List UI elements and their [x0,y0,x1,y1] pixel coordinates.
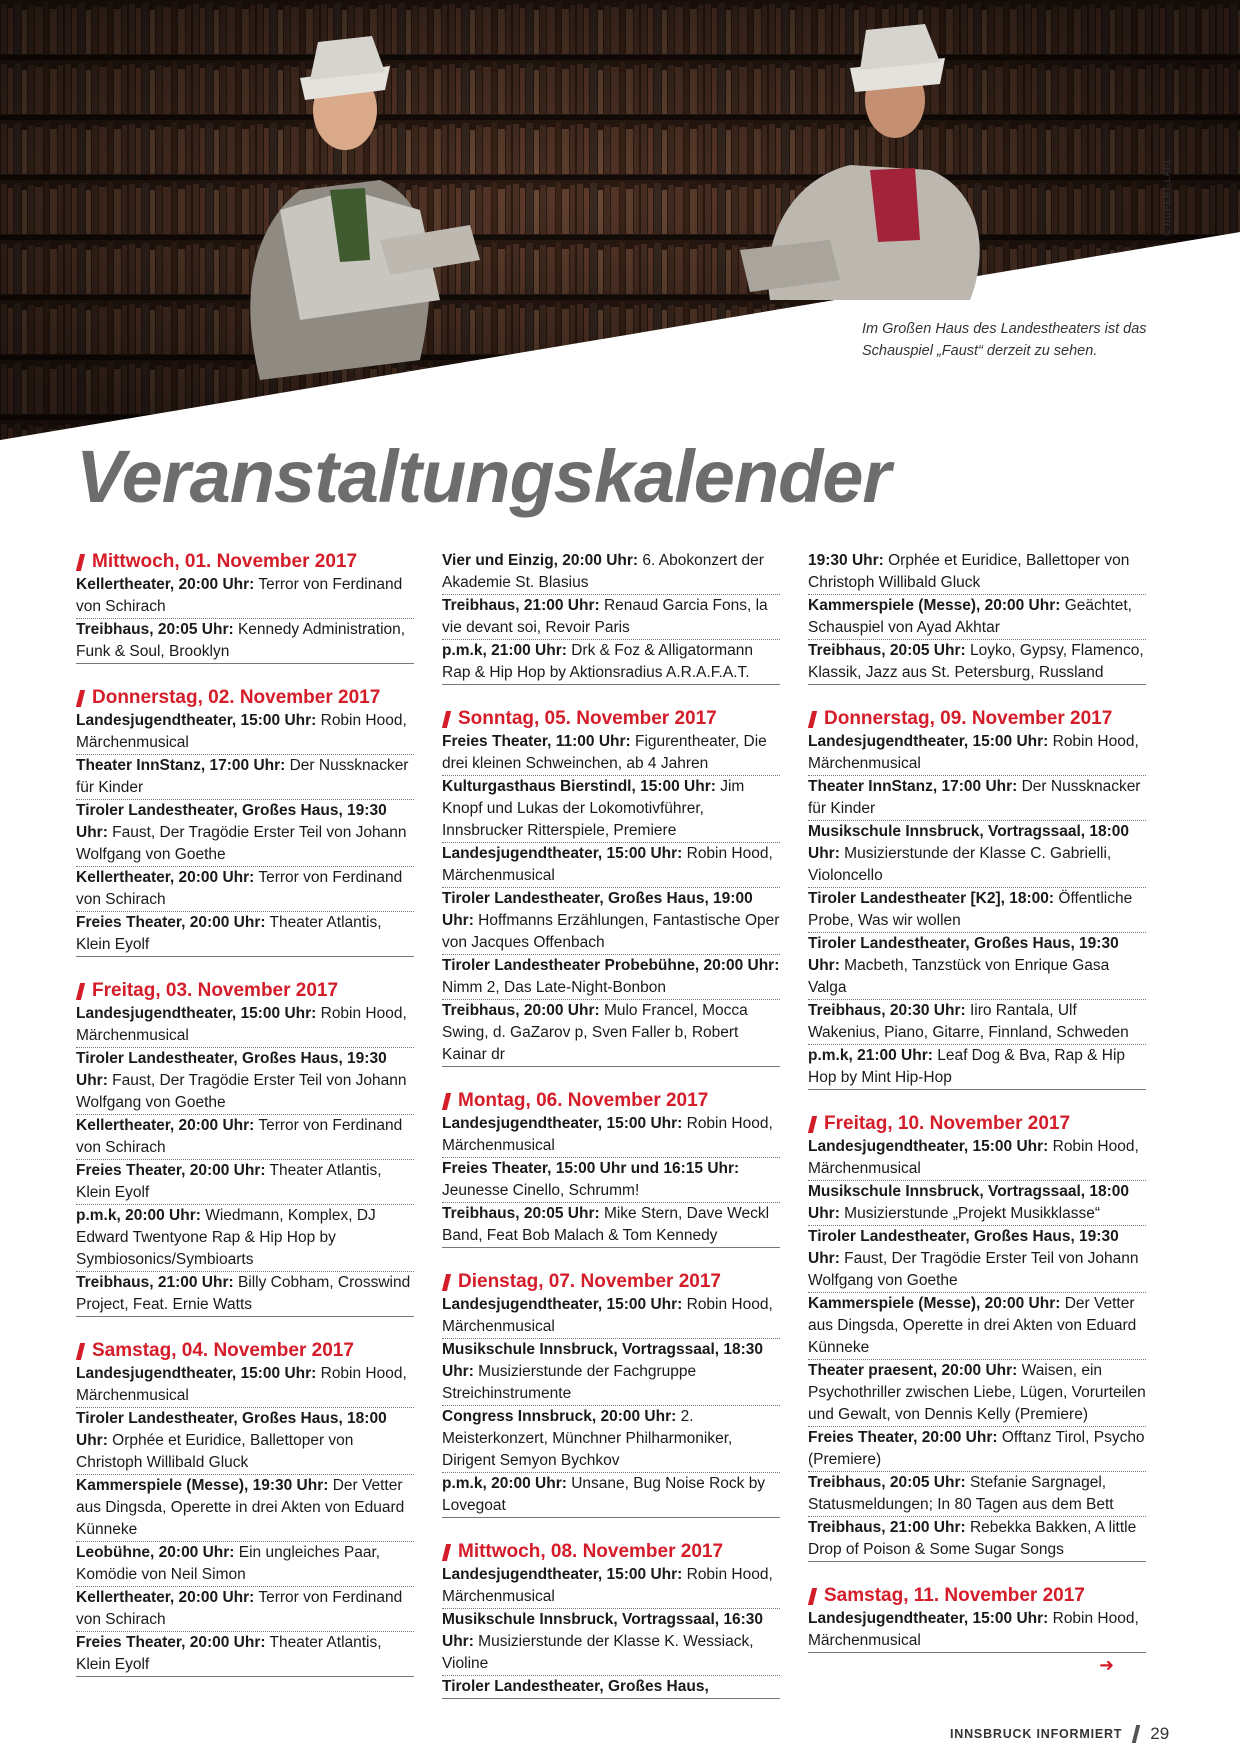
page-title: Veranstaltungskalender [76,435,891,518]
page-footer [950,1724,1169,1744]
calendar-day [442,707,780,1067]
event-venue-time: Tiroler Landestheater, Großes Haus, 19:30 Uhr: [76,802,387,841]
event-entry [808,888,1146,933]
day-heading-text: Mittwoch, 01. November 2017 [92,551,358,572]
event-venue-time: Landesjugendtheater, 15:00 Uhr: [808,1138,1049,1155]
event-entry [76,1632,414,1677]
calendar-day [442,550,780,685]
event-venue-time: Landesjugendtheater, 15:00 Uhr: [442,1296,683,1313]
event-venue-time: Freies Theater, 11:00 Uhr: [442,733,631,750]
event-venue-time: p.m.k, 20:00 Uhr: [76,1207,201,1224]
event-venue-time: 19:30 Uhr: [808,552,884,569]
event-entry [808,550,1146,595]
event-description: Leaf Dog & Bva, Rap & Hip Hop by Mint Hip-Hop [808,1047,1126,1086]
event-venue-time: Tiroler Landestheater, Großes Haus, 19:30 Uhr: [808,935,1119,974]
event-description: Theater Atlantis, Klein Eyolf [76,1634,382,1673]
event-venue-time: Kellertheater, 20:00 Uhr: [76,576,255,593]
event-venue-time: Treibhaus, 21:00 Uhr: [76,1274,234,1291]
event-venue-time: p.m.k, 21:00 Uhr: [808,1047,933,1064]
event-venue-time: Kammerspiele (Messe), 20:00 Uhr: [808,597,1061,614]
event-venue-time: Treibhaus, 20:05 Uhr: [442,1205,600,1222]
theater-stage-photo [0,0,1240,440]
hero-photo [0,0,1240,440]
event-entry [808,731,1146,776]
calendar-column-1 [76,550,414,1699]
event-description: 2. Meisterkonzert, Münchner Philharmoniker, Dirigent Semyon Bychkov [442,1408,733,1469]
calendar-day [76,686,414,957]
event-description: Mulo Francel, Mocca Swing, d. GaZarov p, Sven Faller b, Robert Kainar dr [442,1002,748,1063]
event-entry [442,1339,780,1406]
heading-slash-marker [442,1093,451,1110]
event-venue-time: Treibhaus, 21:00 Uhr: [808,1519,966,1536]
event-venue-time: Theater InnStanz, 17:00 Uhr: [76,757,286,774]
event-entry [76,710,414,755]
event-venue-time: p.m.k, 21:00 Uhr: [442,642,567,659]
day-heading [808,1584,1146,1608]
day-heading [76,979,414,1003]
event-description: Robin Hood, Märchenmusical [808,1610,1139,1649]
heading-slash-marker [76,690,85,707]
event-entry [76,1363,414,1408]
event-venue-time: Kellertheater, 20:00 Uhr: [76,1589,255,1606]
event-description: Jeunesse Cinello, Schrumm! [442,1182,640,1199]
event-entry [442,1406,780,1473]
event-description: Robin Hood, Märchenmusical [442,1566,773,1605]
event-entry [76,867,414,912]
event-entry [442,1676,780,1699]
heading-slash-marker [808,711,817,728]
event-description: Geächtet, Schauspiel von Ayad Akhtar [808,597,1132,636]
event-entry [76,1048,414,1115]
event-description: Der Nussknacker für Kinder [76,757,409,796]
event-venue-time: Tiroler Landestheater, Großes Haus, 18:00 Uhr: [76,1410,387,1449]
event-entry [76,1205,414,1272]
event-description: Mike Stern, Dave Weckl Band, Feat Bob Malach & Tom Kennedy [442,1205,770,1244]
event-description: Offtanz Tirol, Psycho (Premiere) [808,1429,1145,1468]
event-venue-time: Freies Theater, 15:00 Uhr und 16:15 Uhr: [442,1160,740,1177]
heading-slash-marker [808,1588,817,1605]
day-heading-text: Donnerstag, 09. November 2017 [824,708,1113,729]
event-description: Ein ungleiches Paar, Komödie von Neil Simon [76,1544,381,1583]
event-description: 6. Abokonzert der Akademie St. Blasius [442,552,764,591]
heading-slash-marker [76,1343,85,1360]
event-entry [76,755,414,800]
event-entry [808,1136,1146,1181]
event-entry [76,1115,414,1160]
calendar-day [442,1089,780,1248]
event-entry [808,1181,1146,1226]
event-venue-time: Congress Innsbruck, 20:00 Uhr: [442,1408,677,1425]
event-venue-time: Kellertheater, 20:00 Uhr: [76,1117,255,1134]
day-heading [442,1089,780,1113]
day-heading-text: Mittwoch, 08. November 2017 [458,1541,724,1562]
event-entry [76,1408,414,1475]
day-heading [442,1540,780,1564]
event-description: Der Nussknacker für Kinder [808,778,1141,817]
event-venue-time: Tiroler Landestheater Probebühne, 20:00 Uhr: [442,957,780,974]
event-venue-time: Treibhaus, 20:00 Uhr: [442,1002,600,1019]
event-venue-time: Kammerspiele (Messe), 19:30 Uhr: [76,1477,329,1494]
event-entry [76,1272,414,1317]
event-description: Robin Hood, Märchenmusical [76,1365,407,1404]
event-entry [808,1472,1146,1517]
event-entry [808,1608,1146,1653]
heading-slash-marker [76,983,85,1000]
event-description: Musizierstunde der Fachgruppe Streichinstrumente [442,1363,697,1402]
day-heading-text: Dienstag, 07. November 2017 [458,1271,721,1292]
event-entry [808,1293,1146,1360]
event-venue-time: Musikschule Innsbruck, Vortragssaal, 18:00 Uhr: [808,823,1130,862]
event-venue-time: Landesjugendtheater, 15:00 Uhr: [808,1610,1049,1627]
event-entry [808,640,1146,685]
event-entry [442,595,780,640]
event-venue-time: Treibhaus, 20:05 Uhr: [76,621,234,638]
event-venue-time: Landesjugendtheater, 15:00 Uhr: [442,1115,683,1132]
day-heading [808,1112,1146,1136]
event-entry [76,1475,414,1542]
calendar-day [76,1339,414,1677]
event-entry [808,595,1146,640]
event-venue-time: Tiroler Landestheater, Großes Haus, [442,1678,709,1695]
calendar-day [76,979,414,1317]
event-venue-time: Musikschule Innsbruck, Vortragssaal, 18:00 Uhr: [808,1183,1130,1222]
event-venue-time: Landesjugendtheater, 15:00 Uhr: [808,733,1049,750]
event-venue-time: Kammerspiele (Messe), 20:00 Uhr: [808,1295,1061,1312]
event-entry [442,731,780,776]
event-entry [76,619,414,664]
event-venue-time: Treibhaus, 20:05 Uhr: [808,642,966,659]
event-description: Orphée et Euridice, Ballettoper von Christoph Willibald Gluck [808,552,1130,591]
event-venue-time: Landesjugendtheater, 15:00 Uhr: [76,712,317,729]
event-entry [76,1587,414,1632]
event-entry [442,1609,780,1676]
event-description: Waisen, ein Psychothriller zwischen Liebe, Lügen, Vorurteilen und Gewalt, von Dennis Kelly (Premiere) [808,1362,1146,1423]
day-heading [808,707,1146,731]
event-description: Loyko, Gypsy, Flamenco, Klassik, Jazz aus St. Petersburg, Russland [808,642,1144,681]
event-venue-time: Landesjugendtheater, 15:00 Uhr: [76,1005,317,1022]
publication-name: INNSBRUCK INFORMIERT [950,1727,1123,1741]
event-venue-time: Treibhaus, 21:00 Uhr: [442,597,600,614]
event-description: Rebekka Bakken, A little Drop of Poison & Some Sugar Songs [808,1519,1137,1558]
event-entry [808,1360,1146,1427]
event-venue-time: p.m.k, 20:00 Uhr: [442,1475,567,1492]
event-venue-time: Theater InnStanz, 17:00 Uhr: [808,778,1018,795]
event-description: Faust, Der Tragödie Erster Teil von Johann Wolfgang von Goethe [76,1072,407,1111]
event-description: Robin Hood, Märchenmusical [442,1296,773,1335]
event-description: Kennedy Administration, Funk & Soul, Brooklyn [76,621,406,660]
event-entry [442,888,780,955]
heading-slash-marker [442,1274,451,1291]
event-description: Theater Atlantis, Klein Eyolf [76,914,382,953]
event-description: Billy Cobham, Crosswind Project, Feat. Ernie Watts [76,1274,411,1313]
event-venue-time: Tiroler Landestheater, Großes Haus, 19:00 Uhr: [442,890,753,929]
event-venue-time: Theater praesent, 20:00 Uhr: [808,1362,1018,1379]
event-entry [442,1203,780,1248]
event-description: Faust, Der Tragödie Erster Teil von Johann Wolfgang von Goethe [808,1250,1139,1289]
event-description: Musizierstunde der Klasse K. Wessiack, Violine [442,1633,754,1672]
event-description: Der Vetter aus Dingsda, Operette in drei Akten von Eduard Künneke [808,1295,1137,1356]
event-entry [76,1160,414,1205]
calendar-day [442,1270,780,1518]
event-venue-time: Freies Theater, 20:00 Uhr: [76,1162,266,1179]
event-entry [442,843,780,888]
event-entry [442,550,780,595]
event-venue-time: Freies Theater, 20:00 Uhr: [76,1634,266,1651]
event-description: Hoffmanns Erzählungen, Fantastische Oper von Jacques Offenbach [442,912,780,951]
calendar-day [808,550,1146,685]
event-entry [76,912,414,957]
event-description: Stefanie Sargnagel, Statusmeldungen; In 80 Tagen aus dem Bett [808,1474,1114,1513]
event-entry [442,1000,780,1067]
event-entry [76,574,414,619]
event-venue-time: Freies Theater, 20:00 Uhr: [808,1429,998,1446]
event-description: Unsane, Bug Noise Rock by Lovegoat [442,1475,766,1514]
calendar-day [808,1584,1146,1653]
event-venue-time: Freies Theater, 20:00 Uhr: [76,914,266,931]
event-venue-time: Landesjugendtheater, 15:00 Uhr: [76,1365,317,1382]
event-description: Robin Hood, Märchenmusical [76,1005,407,1044]
event-entry [808,1517,1146,1562]
event-entry [76,800,414,867]
day-heading-text: Freitag, 10. November 2017 [824,1113,1071,1134]
event-venue-time: Musikschule Innsbruck, Vortragssaal, 18:30 Uhr: [442,1341,764,1380]
event-description: Terror von Ferdinand von Schirach [76,869,403,908]
event-entry [442,1564,780,1609]
event-venue-time: Kellertheater, 20:00 Uhr: [76,869,255,886]
day-heading [76,550,414,574]
day-heading [76,1339,414,1363]
event-venue-time: Leobühne, 20:00 Uhr: [76,1544,235,1561]
event-venue-time: Treibhaus, 20:30 Uhr: [808,1002,966,1019]
event-description: Terror von Ferdinand von Schirach [76,1117,403,1156]
event-venue-time: Tiroler Landestheater, Großes Haus, 19:30 Uhr: [76,1050,387,1089]
event-description: Robin Hood, Märchenmusical [808,1138,1139,1177]
heading-slash-marker [442,1544,451,1561]
day-heading-text: Samstag, 11. November 2017 [824,1585,1085,1606]
day-heading-text: Montag, 06. November 2017 [458,1090,709,1111]
arrow-right-icon: ➜ [1099,1655,1115,1676]
calendar-day [808,707,1146,1090]
event-description: Robin Hood, Märchenmusical [442,845,773,884]
event-entry [76,1542,414,1587]
event-venue-time: Musikschule Innsbruck, Vortragssaal, 16:30 Uhr: [442,1611,764,1650]
event-entry [442,640,780,685]
event-description: Robin Hood, Märchenmusical [442,1115,773,1154]
event-description: Der Vetter aus Dingsda, Operette in drei Akten von Eduard Künneke [76,1477,405,1538]
event-entry [442,1113,780,1158]
day-heading-text: Freitag, 03. November 2017 [92,980,339,1001]
event-entry [808,1000,1146,1045]
event-entry [442,1473,780,1518]
calendar-day [808,1112,1146,1562]
event-venue-time: Tiroler Landestheater, Großes Haus, 19:30 Uhr: [808,1228,1119,1267]
day-heading-text: Sonntag, 05. November 2017 [458,708,717,729]
heading-slash-marker [808,1116,817,1133]
event-entry [808,933,1146,1000]
day-heading [76,686,414,710]
photo-caption: Im Großen Haus des Landestheaters ist das Schauspiel „Faust“ derzeit zu sehen. [862,321,1147,359]
event-venue-time: Vier und Einzig, 20:00 Uhr: [442,552,639,569]
event-description: Jim Knopf und Lukas der Lokomotivführer, Innsbrucker Ritterspiele, Premiere [442,778,745,839]
event-description: Faust, Der Tragödie Erster Teil von Johann Wolfgang von Goethe [76,824,407,863]
event-description: Öffentliche Probe, Was wir wollen [808,890,1133,929]
event-description: Figurentheater, Die drei kleinen Schweinchen, ab 4 Jahren [442,733,767,772]
day-heading [442,707,780,731]
event-venue-time: Tiroler Landestheater [K2], 18:00: [808,890,1055,907]
footer-divider [1132,1725,1140,1743]
event-entry [442,1294,780,1339]
event-entry [808,1226,1146,1293]
event-entry [808,1427,1146,1472]
day-heading-text: Donnerstag, 02. November 2017 [92,687,381,708]
heading-slash-marker [442,711,451,728]
heading-slash-marker [76,554,85,571]
event-description: Macbeth, Tanzstück von Enrique Gasa Valga [808,957,1110,996]
event-venue-time: Landesjugendtheater, 15:00 Uhr: [442,845,683,862]
day-heading [442,1270,780,1294]
event-description: Musizierstunde „Projekt Musikklasse“ [839,1205,1100,1222]
day-heading-text: Samstag, 04. November 2017 [92,1340,354,1361]
event-description: Terror von Ferdinand von Schirach [76,1589,403,1628]
event-entry [808,1045,1146,1090]
event-entry [442,1158,780,1203]
calendar-column-3 [808,550,1146,1675]
event-entry [808,776,1146,821]
calendar-day [76,550,414,664]
calendar-day [442,1540,780,1699]
event-description: Robin Hood, Märchenmusical [76,712,407,751]
event-description: Wiedmann, Komplex, DJ Edward Twentyone Rap & Hip Hop by Symbiosonics/Symbioarts [76,1207,376,1268]
photo-credit: © RUPERT LARL [1162,157,1172,236]
event-description: Robin Hood, Märchenmusical [808,733,1139,772]
event-venue-time: Treibhaus, 20:05 Uhr: [808,1474,966,1491]
event-venue-time: Kulturgasthaus Bierstindl, 15:00 Uhr: [442,778,716,795]
event-description: Orphée et Euridice, Ballettoper von Christoph Willibald Gluck [76,1432,354,1471]
event-entry [442,955,780,1000]
calendar-column-2 [442,550,780,1721]
event-venue-time: Landesjugendtheater, 15:00 Uhr: [442,1566,683,1583]
event-description: Musizierstunde der Klasse C. Gabrielli, Violoncello [808,845,1112,884]
event-description: Nimm 2, Das Late-Night-Bonbon [442,979,666,996]
event-description: Terror von Ferdinand von Schirach [76,576,403,615]
event-description: Theater Atlantis, Klein Eyolf [76,1162,382,1201]
page-number: 29 [1150,1724,1170,1743]
event-description: Renaud Garcia Fons, la vie devant soi, Revoir Paris [442,597,768,636]
event-description: Drk & Foz & Alligatormann Rap & Hip Hop by Aktionsradius A.R.A.F.A.T. [442,642,753,681]
event-description: Iiro Rantala, Ulf Wakenius, Piano, Gitarre, Finnland, Schweden [808,1002,1129,1041]
event-entry [76,1003,414,1048]
event-entry [808,821,1146,888]
event-entry [442,776,780,843]
